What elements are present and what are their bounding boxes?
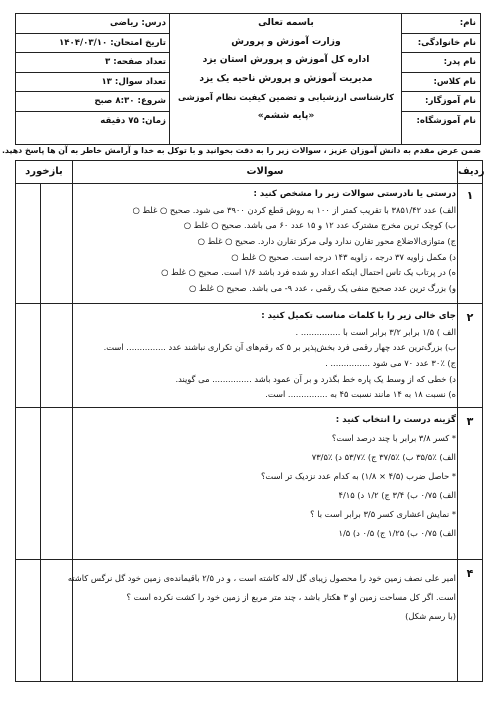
question-title: درستی یا نادرستی سوالات زیر را مشخص کنید : bbox=[253, 189, 456, 199]
question-item: ب) بزرگ‌ترین عدد چهار رقمی فرد بخش‌پذیر بر ۵ که رقم‌های آن تکراری نباشند عدد ............... است. bbox=[103, 342, 456, 353]
question-text: (با رسم شکل) bbox=[405, 611, 456, 621]
exam-start-time: شروع: ۸:۳۰ صبح bbox=[16, 92, 170, 112]
exam-duration: زمان: ۷۵ دقیقه bbox=[100, 115, 166, 126]
exam-subject: درس: ریاضی bbox=[16, 14, 170, 34]
question-item: الف) عدد ۳۸۵۱/۴۲ با تقریب کمتر از ۱۰۰ به روش قطع کردن ۳۹۰۰ می شود. صحیح ○ غلط ○ bbox=[132, 204, 456, 215]
header-province-office: اداره کل آموزش و پرورش استان یزد bbox=[202, 54, 370, 65]
header-grade: «پایه ششم» bbox=[257, 109, 315, 121]
exam-question-count: تعداد سوال: ۱۳ bbox=[16, 73, 170, 93]
header-district-office: مدیریت آموزش و پرورش ناحیه یک یزد bbox=[199, 72, 373, 84]
exam-page-count: تعداد صفحه: ۳ bbox=[16, 53, 170, 73]
answer-choices: الف) ۰/۷۵ ب) ۳/۴ ج) ۱/۲ د) ۴/۱۵ bbox=[338, 489, 456, 500]
question-item: ب) کوچک ترین مخرج مشترک عدد ۱۲ و ۱۵ عدد ۶۰ می باشد. صحیح ○ غلط ○ bbox=[183, 220, 456, 231]
label-class-name: نام کلاس: bbox=[402, 73, 480, 93]
question-number: ۴ bbox=[466, 567, 474, 580]
question-number: ۳ bbox=[466, 415, 474, 428]
question-1 bbox=[74, 187, 456, 297]
question-item: * حاصل ضرب (۴/۵ × ۱/۸) به کدام عدد نزدیک تر است؟ bbox=[261, 470, 456, 481]
exam-header-container bbox=[15, 13, 481, 145]
question-item: د) خطی که از وسط یک پاره خط بگذرد و بر آن عمود باشد ............... می گویند. bbox=[175, 373, 456, 384]
header-ministry: وزارت آموزش و پرورش bbox=[231, 35, 341, 47]
question-item: و) بزرگ ترین عدد صحیح منفی یک رقمی ، عدد ۹- می باشد. صحیح ○ غلط ○ bbox=[188, 283, 456, 294]
label-father-name: نام پدر: bbox=[402, 53, 480, 73]
row-divider bbox=[16, 183, 482, 184]
answer-choices: الف) ٪۳۵/۵ ب) ٪۳۷/۵ ج) ٪۵۳/۷ د) ٪۷۳/۵ bbox=[311, 451, 456, 462]
question-text: است. اگر کل مساحت زمین او ۳ هکتار باشد ، چند متر مربع از زمین خود را کشت نکرده است ؟ bbox=[126, 592, 456, 602]
header-evaluation-unit: کارشناسی ارزشیابی و تضمین کیفیت نظام آموزشی bbox=[178, 92, 394, 102]
question-2 bbox=[74, 309, 456, 403]
question-item: ج) متوازی‌الاضلاع محور تقارن ندارد ولی مرکز تقارن دارد. صحیح ○ غلط ○ bbox=[197, 236, 456, 247]
question-3 bbox=[74, 413, 456, 543]
exam-info-column bbox=[16, 14, 170, 144]
header-row-number: ردیف bbox=[458, 166, 485, 177]
label-teacher-name: نام آموزگار: bbox=[402, 92, 480, 112]
question-item: * نمایش اعشاری کسر ۳/۵ برابر است با ؟ bbox=[310, 508, 456, 519]
header-questions: سوالات bbox=[246, 166, 284, 177]
question-item: * کسر ۳/۸ برابر با چند درصد است؟ bbox=[331, 432, 456, 443]
organization-column bbox=[169, 14, 402, 144]
question-item: د) مکمل زاویه ۳۷ درجه ، زاویه ۱۴۳ درجه است. صحیح ○ غلط ○ bbox=[231, 251, 456, 262]
header-feedback: بازخورد bbox=[25, 166, 63, 177]
exam-header bbox=[15, 13, 481, 145]
row-divider bbox=[16, 303, 482, 304]
label-school-name: نام آموزشگاه: bbox=[416, 115, 476, 126]
exam-date: تاریخ امتحان: ۱۴۰۴/۰۳/۱۰ bbox=[16, 34, 170, 54]
question-number: ۲ bbox=[466, 311, 474, 324]
question-4 bbox=[67, 569, 456, 626]
label-family-name: نام خانوادگی: bbox=[402, 34, 480, 54]
answer-choices: الف) ۰/۷۵ ب) ۱/۲۵ ج) ۰/۵ د) ۱/۵ bbox=[338, 527, 456, 538]
column-divider bbox=[72, 161, 73, 681]
question-number: ۱ bbox=[466, 189, 474, 202]
question-text: امیر علی نصف زمین خود را محصول زیبای گل لاله کاشته است ، و در ۲/۵ باقیمانده‌ی زمین خود گل نرگس کاشته bbox=[67, 573, 456, 583]
question-title: جای خالی زیر را با کلمات مناسب تکمیل کنید : bbox=[261, 311, 456, 321]
row-divider bbox=[16, 559, 482, 560]
questions-table bbox=[15, 160, 483, 682]
question-title: گزینه درست را انتخاب کنید : bbox=[335, 415, 456, 425]
student-info-column bbox=[401, 14, 480, 144]
label-name: نام: bbox=[402, 14, 480, 34]
header-bismillah: باسمه تعالی bbox=[258, 17, 314, 28]
question-item: الف ) ۱/۵ برابر ۳/۲ برابر است با ............... . bbox=[295, 326, 456, 337]
column-divider bbox=[40, 183, 41, 681]
question-item: ه) در پرتاب یک تاس احتمال اینکه اعداد رو شده فرد باشد ۱/۶ است. صحیح ○ غلط ○ bbox=[161, 267, 456, 278]
row-divider bbox=[16, 407, 482, 408]
question-item: ه) نسبت ۱۸ به ۱۴ مانند نسبت ۴۵ به ............... است. bbox=[265, 389, 456, 400]
instructions-note: ضمن عرض مقدم به دانش آموزان عزیز ، سوالات زیر را به دقت بخوانید و با توکل به خدا و آرامش خاطر به آن ها پاسخ دهید. bbox=[1, 146, 481, 155]
question-item: ج) ٪۳۰ عدد ۷۰ می شود ............... . bbox=[325, 358, 456, 369]
